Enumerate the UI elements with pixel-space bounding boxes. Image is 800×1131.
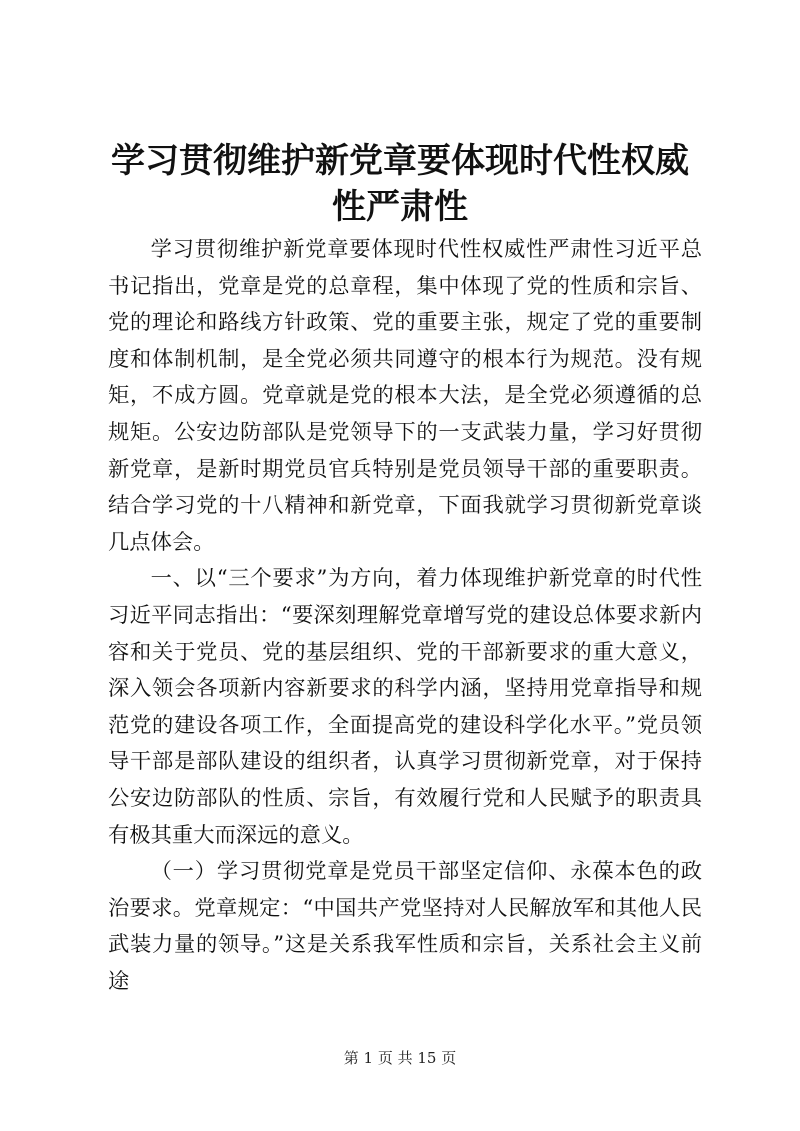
- paragraph-intro: 学习贯彻维护新党章要体现时代性权威性严肃性习近平总书记指出，党章是党的总章程，集中体现了党的性质和宗旨、党的理论和路线方针政策、党的重要主张，规定了党的重要制度和体制机制，是全党必须共同遵守的根本行为规范。没有规矩，不成方圆。党章就是党的根本大法，是全党必须遵循的总规矩。公安边防部队是党领导下的一支武装力量，学习好贯彻新党章，是新时期党员官兵特别是党员领导干部的重要职责。结合学习党的十八精神和新党章，下面我就学习贯彻新党章谈几点体会。: [108, 237, 702, 555]
- page-footer: 第 1 页 共 15 页: [343, 1049, 457, 1067]
- document-body: [108, 232, 702, 1000]
- paragraph-subsection-one: （一）学习贯彻党章是党员干部坚定信仰、永葆本色的政治要求。党章规定：“中国共产党坚持对人民解放军和其他人民武装力量的领导。”这是关系我军性质和宗旨，关系社会主义前途: [108, 859, 702, 994]
- paragraph-section-one: 一、以“三个要求”为方向，着力体现维护新党章的时代性习近平同志指出：“要深刻理解党章增写党的建设总体要求新内容和关于党员、党的基层组织、党的干部新要求的重大意义，深入领会各项新内容新要求的科学内涵，坚持用党章指导和规范党的建设各项工作，全面提高党的建设科学化水平。”党员领导干部是部队建设的组织者，认真学习贯彻新党章，对于保持公安边防部队的性质、宗旨，有效履行党和人民赋予的职责具有极其重大而深远的意义。: [108, 566, 702, 848]
- document-title: 学习贯彻维护新党章要体现时代性权威性严肃性: [111, 141, 689, 227]
